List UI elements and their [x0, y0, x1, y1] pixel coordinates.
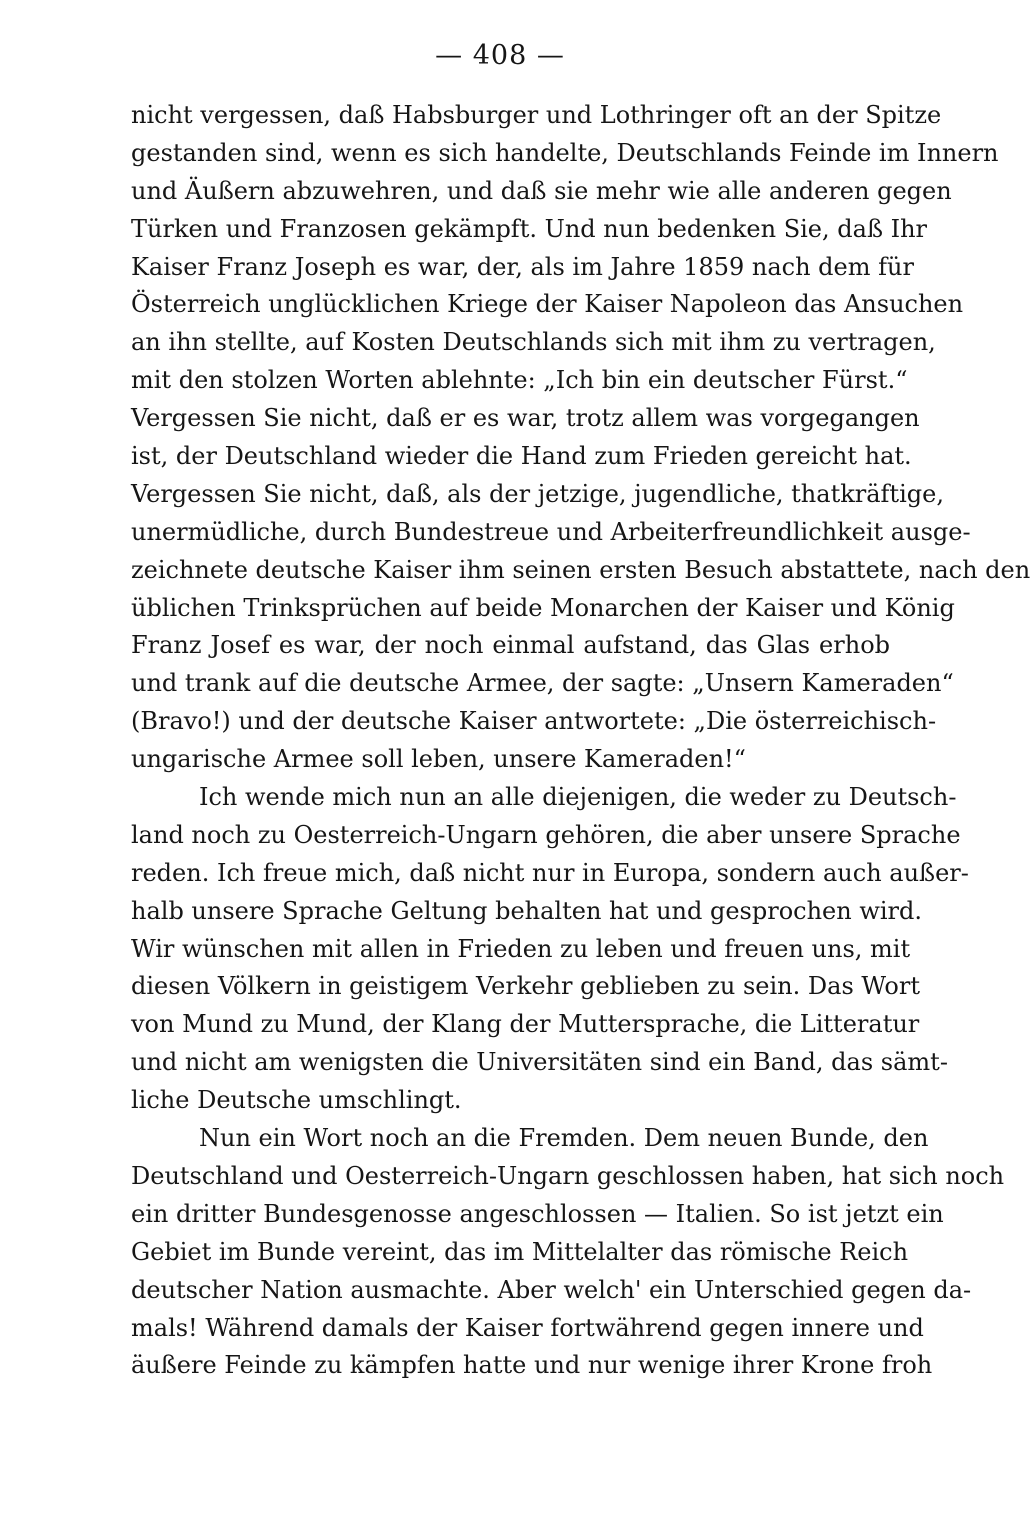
- text-line: und trank auf die deutsche Armee, der sagte: „Unsern Kameraden“: [131, 669, 954, 698]
- body-text: [131, 97, 1030, 1385]
- text-line: an ihn stellte, auf Kosten Deutschlands sich mit ihm zu vertragen,: [131, 328, 936, 357]
- text-line: Vergessen Sie nicht, daß, als der jetzige, jugendliche, thatkräftige,: [131, 479, 944, 508]
- text-line: zeichnete deutsche Kaiser ihm seinen ersten Besuch abstattete, nach den: [131, 555, 1030, 584]
- text-line: Kaiser Franz Joseph es war, der, als im Jahre 1859 nach dem für: [131, 252, 914, 281]
- text-line: Österreich unglücklichen Kriege der Kaiser Napoleon das Ansuchen: [131, 290, 964, 319]
- text-line: Franz Josef es war, der noch einmal aufstand, das Glas erhob: [131, 631, 890, 660]
- text-line: deutscher Nation ausmachte. Aber welch' ein Unterschied gegen da-: [131, 1275, 972, 1304]
- text-line: unermüdliche, durch Bundestreue und Arbeiterfreundlichkeit ausge-: [131, 517, 971, 546]
- text-line: und Äußern abzuwehren, und daß sie mehr wie alle anderen gegen: [131, 176, 952, 205]
- text-line: Ich wende mich nun an alle diejenigen, die weder zu Deutsch-: [199, 783, 957, 812]
- text-line: Türken und Franzosen gekämpft. Und nun bedenken Sie, daß Ihr: [131, 214, 928, 243]
- text-line: ist, der Deutschland wieder die Hand zum Frieden gereicht hat.: [131, 442, 912, 471]
- text-line: halb unsere Sprache Geltung behalten hat und gesprochen wird.: [131, 896, 923, 925]
- text-line: Deutschland und Oesterreich-Ungarn geschlossen haben, hat sich noch: [131, 1161, 1005, 1190]
- text-line: Vergessen Sie nicht, daß er es war, trotz allem was vorgegangen: [131, 404, 920, 433]
- text-line: land noch zu Oesterreich-Ungarn gehören, die aber unsere Sprache: [131, 820, 961, 849]
- text-line: äußere Feinde zu kämpfen hatte und nur wenige ihrer Krone froh: [131, 1351, 933, 1380]
- text-line: (Bravo!) und der deutsche Kaiser antwortete: „Die österreichisch-: [131, 707, 937, 736]
- text-line: reden. Ich freue mich, daß nicht nur in Europa, sondern auch außer-: [131, 858, 969, 887]
- text-line: ein dritter Bundesgenosse angeschlossen — Italien. So ist jetzt ein: [131, 1199, 944, 1228]
- page-number: — 408 —: [435, 40, 565, 71]
- text-line: und nicht am wenigsten die Universitäten sind ein Band, das sämt-: [131, 1048, 948, 1077]
- text-line: mals! Während damals der Kaiser fortwährend gegen innere und: [131, 1313, 924, 1342]
- text-line: ungarische Armee soll leben, unsere Kameraden!“: [131, 745, 746, 774]
- text-line: nicht vergessen, daß Habsburger und Lothringer oft an der Spitze: [131, 101, 942, 129]
- text-line: liche Deutsche umschlingt.: [131, 1086, 462, 1115]
- text-line: diesen Völkern in geistigem Verkehr geblieben zu sein. Das Wort: [131, 972, 920, 1001]
- text-line: mit den stolzen Worten ablehnte: „Ich bin ein deutscher Fürst.“: [131, 366, 908, 395]
- text-line: Gebiet im Bunde vereint, das im Mittelalter das römische Reich: [131, 1237, 909, 1266]
- text-line: Wir wünschen mit allen in Frieden zu leben und freuen uns, mit: [131, 934, 911, 963]
- text-line: Nun ein Wort noch an die Fremden. Dem neuen Bunde, den: [199, 1124, 929, 1153]
- text-line: gestanden sind, wenn es sich handelte, Deutschlands Feinde im Innern: [131, 138, 999, 167]
- text-line: üblichen Trinksprüchen auf beide Monarchen der Kaiser und König: [131, 593, 955, 622]
- text-line: von Mund zu Mund, der Klang der Muttersprache, die Litteratur: [131, 1010, 920, 1039]
